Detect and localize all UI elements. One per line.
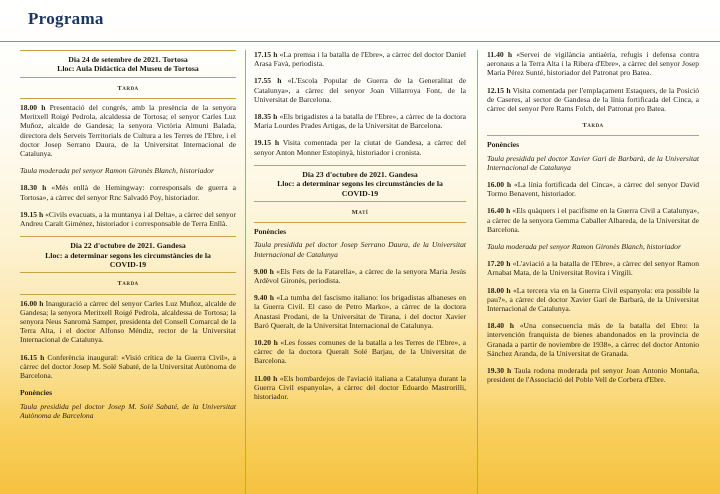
day-heading: Dia 23 d'octubre de 2021. Gandesa Lloc: a determinar segons les circumstàncies de la COVID-19: [254, 165, 466, 202]
program-item: 18.35 h «Els brigadistes a la batalla de l'Ebre», a càrrec de la doctora Maria Lourdes Prades Artigas, de la Universitat de Barcelona.: [254, 112, 466, 131]
moderator-note: Taula moderada pel senyor Ramon Gironès Blanch, historiador: [487, 242, 681, 252]
program-item: 10.20 h «Les fosses comunes de la batalla a les Terres de l'Ebre», a càrrec de la doctora Queralt Solé Barjau, de la Universitat de Barcelona.: [254, 338, 466, 366]
page-title: Programa: [28, 9, 104, 28]
moderator-note: Taula moderada pel senyor Ramon Gironès Blanch, historiador: [20, 166, 214, 176]
column-divider: [477, 50, 478, 494]
program-column-3: [487, 50, 699, 392]
moderator-note: Taula presidida pel doctor Xavier Gari de Barbarà, de la Universitat Internacional de Catalunya: [487, 153, 699, 172]
divider: [254, 222, 466, 223]
day-heading: Dia 24 de setembre de 2021. Tortosa Lloc: Aula Didàctica del Museu de Tortosa: [20, 50, 236, 78]
divider: [487, 135, 699, 136]
column-divider: [245, 50, 246, 494]
program-item: 17.20 h «L'aviació a la batalla de l'Ebre», a càrrec del senyor Ramon Arnabat Mata, de la Universitat Rovira i Virgili.: [487, 259, 699, 278]
program-item: 16.15 h Conferència inaugural: «Visió crítica de la Guerra Civil», a càrrec del doctor Josep M. Solé Sabaté, de la Universitat Autònoma de Barcelona.: [20, 352, 236, 381]
moderator-note: Taula presidida pel doctor Josep Serrano Daura, de la Universitat Internacional de Catalunya: [254, 240, 466, 259]
program-item: 11.40 h «Servei de vigilància antiaèria, refugis i defensa contra aeronaus a la Terra Alta i la Ribera d'Ebre», a càrrec del senyor Josep Maria Pérez Sunté, historiador del Patronat pro Batea.: [487, 50, 699, 78]
divider: [20, 294, 236, 295]
session-label: Tarda: [117, 280, 139, 288]
program-item: 16.40 h «Els quàquers i el pacifisme en la Guerra Civil a Catalunya», a càrrec de la senyora Gemma Caballer Albareda, de la Universitat de Barcelona.: [487, 206, 699, 234]
session-label: Tarda: [582, 122, 604, 130]
program-item: 16.00 h Inauguració a càrrec del senyor Carles Luz Muñoz, alcalde de Gandesa; la senyora Meritxell Roigé Pedrola, alcaldessa de Tortosa; la senyora Neus Sanromà Samper, presidenta del Consell Comarcal de la Terra Alta, i el doctor Alfonso Méndiz, rector de la Universitat Internacional de Catalunya.: [20, 298, 236, 345]
moderator-note: Taula presidida pel doctor Josep M. Solé Sabaté, de la Universitat Autònoma de Barcelona: [20, 401, 236, 420]
program-column-2: [254, 50, 466, 409]
program-item: 19.30 h Taula rodona moderada pel senyor Joan Antonio Montaña, president de l'Associació del Poble Vell de Corbera d'Ebre.: [487, 366, 699, 385]
day-heading: Dia 22 d'octubre de 2021. Gandesa Lloc: a determinar segons les circumstàncies de la COVID-19: [20, 236, 236, 273]
session-label: Tarda: [117, 84, 139, 92]
program-item: 11.00 h «Els bombardejos de l'aviació italiana a Catalunya durant la Guerra Civil espanyola», a càrrec del doctor Edoardo Mastrorilli, historiador.: [254, 373, 466, 402]
section-heading: Ponències: [487, 140, 520, 150]
program-item: 17.15 h «La premsa i la batalla de l'Ebre», a càrrec del doctor Daniel Arasa Favà, periodista.: [254, 50, 466, 69]
program-item: 18.30 h «Més enllà de Hemingway: corresponsals de guerra a Tortosa», a càrrec del senyor Rnc Salvadó Poy, historiador.: [20, 183, 236, 202]
program-item: 19.15 h «Civils evacuats, a la muntanya i al Delta», a càrrec del senyor Andreu Caralt Giménez, historiador i corresponsable de Terra Enllà.: [20, 209, 236, 229]
session-label: Matí: [351, 209, 369, 217]
section-heading: Ponències: [20, 388, 53, 398]
divider: [20, 98, 236, 99]
page-header: [0, 0, 720, 42]
program-item: 18.00 h «La tercera via en la Guerra Civil espanyola: era possible la pau?», a càrrec del doctor Xavier Garí de Barbarà, de la Universitat Internacional de Catalunya.: [487, 285, 699, 314]
program-item: 19.15 h Visita comentada per la ciutat de Gandesa, a càrrec del senyor Anton Monner Estopinyà, historiador i cronista.: [254, 138, 467, 157]
program-column-1: [20, 50, 236, 428]
program-item: 12.15 h Visita comentada per l'emplaçament Estaquers, de la Posició de Caseres, al sector de Gandesa de la línia fortificada del Cinca, a càrrec del senyor Pere Rams Folch, del Patronat pro Batea.: [487, 85, 699, 114]
program-item: 17.55 h «L'Escola Popular de Guerra de la Generalitat de Catalunya», a càrrec del senyor Joan Villarroya Font, de la Universitat de Barcelona.: [254, 76, 466, 104]
program-item: 9.40 h «La tumba del fascismo italiano: los brigadistas albaneses en la Guerra Civil. El caso de Petro Marko», a càrrec de la doctora Anastasi Prodani, de la Universitat de Tirana, i del doctor Xavier Baró Queralt, de la Universitat Internacional de Catalunya.: [254, 293, 466, 330]
section-heading: Ponències: [254, 227, 287, 237]
program-item: 18.00 h Presentació del congrés, amb la presència de la senyora Meritxell Roigé Pedrola, alcaldessa de Tortosa; el senyor Carles Luz Muñoz, alcalde de Gandesa; la senyora Victòria Almuni Balada, directora dels Serveis Territorials de Cultura a les Terres de l'Ebre, i el doctor Josep Serrano Daura, de la Universitat Internacional de Catalunya.: [20, 103, 236, 159]
program-item: 16.00 h «La línia fortificada del Cinca», a càrrec del senyor David Tormo Benavent, historiador.: [487, 180, 699, 199]
program-item: 9.00 h «Els Fets de la Fatarella», a càrrec de la senyora Maria Jesús Ardèvol Gironès, periodista.: [254, 266, 466, 286]
program-item: 18.40 h «Una consecuencia más de la batalla del Ebro: la intervención franquista de bienes abandonados en la provincia de Granada a partir de noviembre de 1938», a càrrec del doctor Antonio Sánchez Aranda, de la Universitat de Granada.: [487, 321, 699, 358]
